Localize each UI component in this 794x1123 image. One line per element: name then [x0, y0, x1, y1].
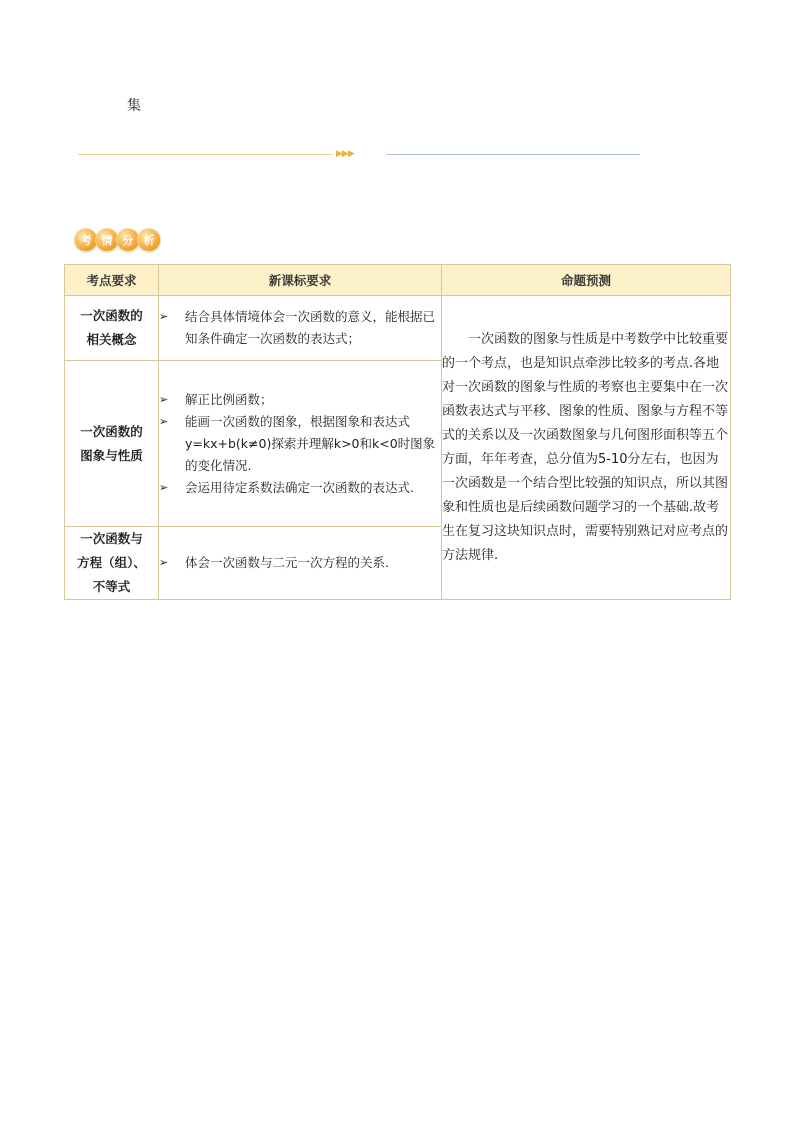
arrow-bullet-icon: ➢	[159, 392, 169, 406]
arrow-bullet-icon: ➢	[159, 310, 169, 323]
section-badge	[74, 227, 158, 253]
category-cell	[65, 527, 159, 600]
list-item	[159, 411, 441, 477]
badge-char: 析	[137, 228, 161, 252]
requirement-text: 会运用待定系数法确定一次函数的表达式.	[185, 479, 414, 495]
badge-char: 考	[74, 228, 98, 252]
header-exam-points: 考点要求	[65, 265, 159, 296]
table-row	[65, 296, 731, 361]
category-line: 一次函数的	[80, 308, 143, 323]
analysis-table	[64, 264, 731, 600]
list-item	[159, 552, 441, 574]
category-cell	[65, 296, 159, 361]
section-title-char: 集	[127, 98, 141, 114]
category-line: 相关概念	[86, 332, 137, 347]
category-cell	[65, 361, 159, 527]
badge-char: 分	[116, 228, 140, 252]
list-item	[159, 477, 441, 499]
category-line: 一次函数的	[80, 423, 143, 439]
badge-char: 情	[95, 228, 119, 252]
requirement-text: 解正比例函数；	[185, 391, 273, 407]
divider-line-right	[387, 154, 640, 155]
arrow-bullet-icon: ➢	[159, 414, 169, 428]
list-item	[159, 306, 441, 350]
arrow-bullet-icon: ➢	[159, 556, 169, 569]
decorative-divider	[78, 150, 640, 160]
list-item	[159, 389, 441, 411]
requirements-cell	[159, 527, 442, 600]
requirement-text: 结合具体情境体会一次函数的意义，能根据已知条件确定一次函数的表达式；	[185, 309, 436, 346]
divider-line-left	[78, 154, 333, 155]
requirement-text: 能画一次函数的图象，根据图象和表达式y=kx+b(k≠0)探索并理解k>0和k<0时图象的变化情况.	[185, 413, 436, 473]
category-line: 方程（组）、	[77, 555, 146, 570]
table-header-row	[65, 265, 731, 296]
arrow-bullet-icon: ➢	[159, 480, 169, 494]
requirement-text: 体会一次函数与二元一次方程的关系.	[185, 555, 389, 570]
header-curriculum: 新课标要求	[159, 265, 442, 296]
category-line: 不等式	[92, 579, 131, 594]
requirements-cell	[159, 361, 442, 527]
prediction-cell: 一次函数的图象与性质是中考数学中比较重要的一个考点，也是知识点牵涉比较多的考点.各地对一次函数的图象与性质的考察也主要集中在一次函数表达式与平移、图象的性质、图象与方程不等式的关系以及一次函数图象与几何图形面积等五个方面，年年考查，总分值为5-10分左右，也因为一次函数是一个结合型比较强的知识点，所以其图象和性质也是后续函数问题学习的一个基础.故考生在复习这块知识点时，需要特别熟记对应考点的方法规律.	[442, 296, 731, 600]
category-line: 一次函数与	[80, 531, 143, 546]
header-prediction: 命题预测	[442, 265, 731, 296]
requirements-cell	[159, 296, 442, 361]
category-line: 图象与性质	[80, 447, 143, 463]
divider-arrows-icon: ▶▶▶	[336, 149, 354, 159]
